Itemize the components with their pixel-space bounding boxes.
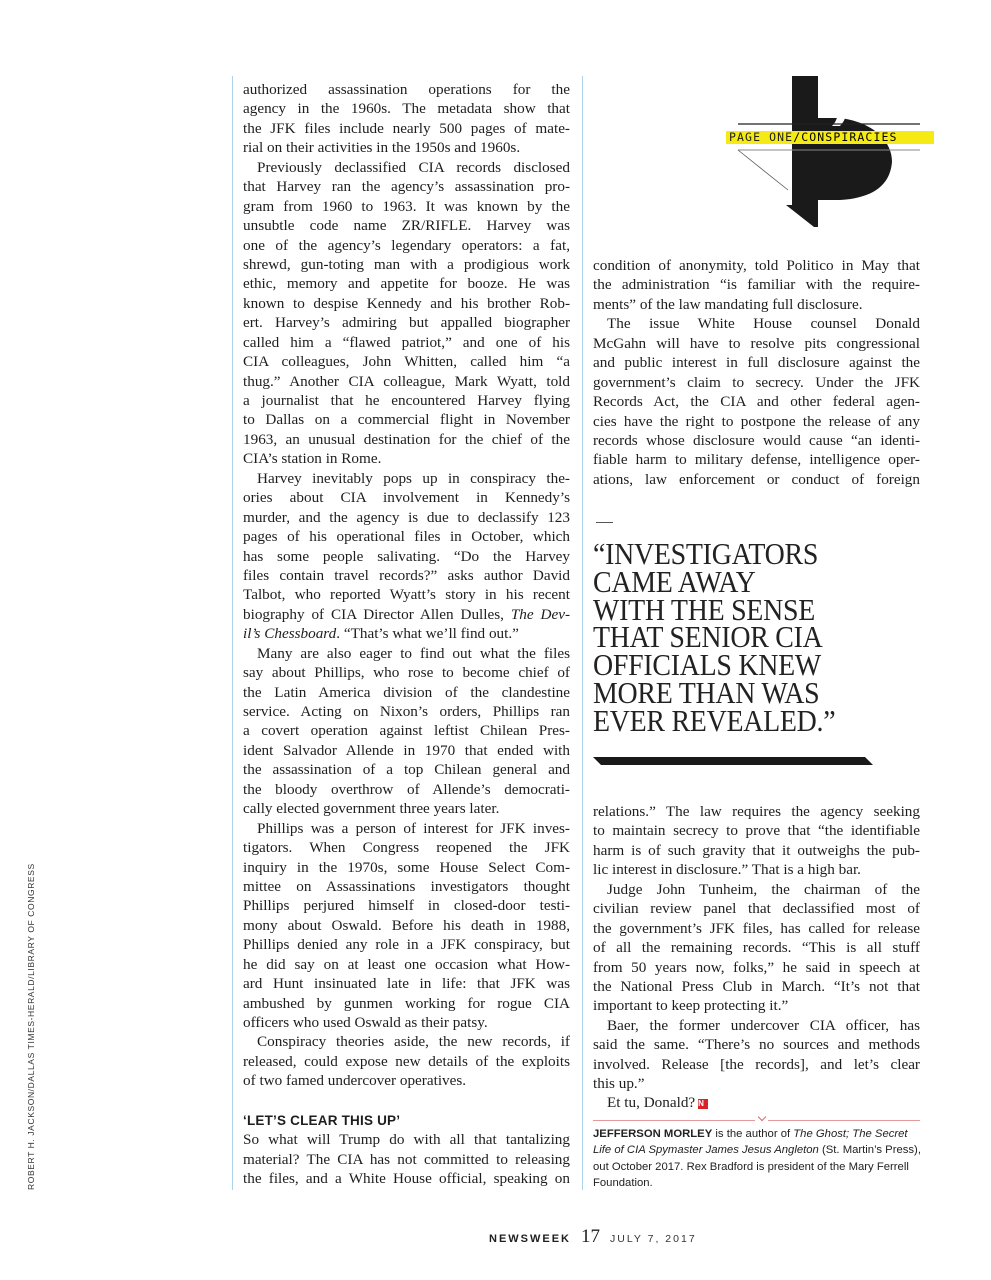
text-line: material? The CIA has not committed to releasing: [243, 1150, 570, 1168]
text-line: Phillips denied any role in a JFK conspiracy, but: [243, 936, 570, 954]
text-line: that Harvey ran the agency’s assassination pro-: [243, 178, 570, 196]
text-line: a covert operation against leftist Chilean Pres-: [243, 722, 570, 740]
text-line: cies have the right to postpone the release of any: [593, 412, 920, 430]
newsweek-end-mark-icon: N: [698, 1099, 708, 1109]
text-line: service. Acting on Nixon’s orders, Phillips ran: [243, 703, 570, 720]
author-bio: [593, 1126, 923, 1191]
text-line: the government’s JFK files, has called for release: [593, 919, 920, 937]
text-line: condition of anonymity, told Politico in May that: [593, 257, 920, 274]
pull-quote-bar: [593, 757, 873, 767]
text-line: Harvey inevitably pops up in conspiracy the-: [257, 469, 570, 487]
text-line: McGahn will have to resolve pits congressional: [593, 334, 920, 352]
text-line: Conspiracy theories aside, the new records, if: [257, 1033, 570, 1051]
text-line: one of the agency’s legendary operators: a fat,: [243, 236, 570, 254]
text-line: inquiry in the 1970s, some House Select Com-: [243, 858, 570, 876]
text-line: cally elected government three years later.: [243, 800, 500, 818]
italic-title: il’s Chessboard: [243, 625, 337, 643]
right-column-top: [593, 256, 920, 489]
text-line: ambushed by gunmen working for rogue CIA: [243, 994, 570, 1012]
section-label-separator: /: [793, 130, 802, 144]
page-number: 17: [581, 1226, 600, 1247]
pull-quote: [593, 536, 863, 738]
text-line: Judge John Tunheim, the chairman of the: [607, 880, 920, 898]
subhead: ‘LET’S CLEAR THIS UP’: [243, 1113, 401, 1128]
text-line: files contain travel records?” asks author David: [243, 566, 570, 584]
text-line: [243, 605, 570, 624]
right-column-bottom: [593, 802, 920, 1094]
text-line: ations, law enforcement or conduct of foreign: [593, 470, 920, 488]
text-line: ments” of the law mandating full disclosure.: [593, 295, 863, 313]
text-line: fiable harm to military defense, intelligence oper-: [593, 451, 920, 469]
text-line: officers who used Oswald as their patsy.: [243, 1014, 488, 1031]
pull-quote-line: CAME AWAY: [593, 563, 756, 599]
pull-quote-dash: [596, 522, 613, 523]
issue-date: JULY 7, 2017: [610, 1233, 697, 1245]
text-line: ard Hunt insinuated late in life: that JFK was: [243, 975, 570, 993]
section-label-page-one: PAGE ONE: [729, 130, 794, 144]
text-line: agency in the 1960s. The metadata show that: [243, 100, 570, 118]
text-line: relations.” The law requires the agency seeking: [593, 803, 920, 820]
closing: [593, 1093, 920, 1112]
pull-quote-line: “INVESTIGATORS: [593, 536, 819, 571]
text-line: ident Salvador Allende in 1970 that ended with: [243, 741, 570, 759]
text-line: released, could expose new details of the exploits: [243, 1052, 570, 1070]
text-line: this up.”: [593, 1075, 645, 1093]
text-line: say about Phillips, who rose to become chief of: [243, 664, 570, 682]
section-label-conspiracies: CONSPIRACIES: [801, 130, 898, 144]
text-line: important to keep protecting it.”: [593, 997, 789, 1015]
text-line: Talbot, who reported Wyatt’s story in his recent: [243, 586, 570, 604]
text-line: tigators. When Congress reopened the JFK: [243, 839, 570, 857]
text-line: civilian review panel that declassified most of: [593, 900, 920, 918]
text-line: Previously declassified CIA records disclosed: [257, 158, 570, 176]
text-line: the administration “is familiar with the require-: [593, 276, 920, 294]
text-line: CIA’s station in Rome.: [243, 450, 382, 468]
text-line: Phillips was a person of interest for JFK inves-: [257, 819, 570, 837]
text-line: the files, and a White House official, speaking on: [243, 1170, 570, 1188]
text-line: lic interest in disclosure.” That is a high bar.: [593, 861, 861, 879]
text-line: the JFK files include nearly 500 pages of mate-: [243, 119, 570, 137]
text-line: from 50 years now, folks,” he said in speech at: [593, 958, 920, 976]
text-line: of all the remaining records. “This is all stuff: [593, 939, 920, 957]
text-line: government’s claim to secrecy. Under the JFK: [593, 373, 920, 391]
text-line: Phillips perjured himself in closed-door testi-: [243, 897, 570, 915]
left-column: [243, 80, 570, 1091]
bio-text: is the author of: [712, 1128, 794, 1140]
photo-credit: ROBERT H. JACKSON/DALLAS TIMES-HERALD/LIBRARY OF CONGRESS: [26, 863, 36, 1190]
text-line: ethic, memory and appetite for booze. He was: [243, 275, 570, 293]
text-line: harm is of such gravity that it outweighs the pub-: [593, 841, 920, 859]
text-segment: . “That’s what we’ll find out.”: [336, 625, 519, 643]
text-line: shrewd, gun-toting man with a prodigious work: [243, 255, 570, 273]
text-line: and public interest in full disclosure against the: [593, 354, 920, 372]
pull-quote-line: EVER REVEALED.”: [593, 702, 836, 738]
left-column-subsection: [243, 1111, 570, 1189]
text-line: mittee on Assassinations investigators thought: [243, 877, 570, 895]
text-line: has some people salivating. “Do the Harvey: [243, 547, 570, 565]
author-name: JEFFERSON MORLEY: [593, 1128, 713, 1140]
text-line: rial on their activities in the 1950s and 1960s.: [243, 139, 521, 157]
column-rule-right: [582, 76, 583, 1190]
text-line: said the same. “There’s no sources and methods: [593, 1036, 920, 1054]
text-line: Baer, the former undercover CIA officer, has: [607, 1016, 920, 1034]
text-line: CIA colleagues, John Whitten, called him “a: [243, 353, 570, 371]
text-line: murder, and the agency is due to declassify 123: [243, 508, 570, 526]
book-title: The Ghost; The Secret Life of CIA Spymaster James Jesus Angleton: [593, 1128, 908, 1157]
text-line: mony about Oswald. Before his death in 1988,: [243, 916, 570, 934]
pull-quote-line: WITH THE SENSE: [593, 591, 815, 627]
text-line: a journalist that he encountered Harvey flying: [243, 392, 570, 409]
text-line: pages of his operational files in October, which: [243, 528, 570, 546]
magazine-name: NEWSWEEK: [489, 1233, 571, 1245]
text-line: he did say on at least one occasion what How-: [243, 955, 570, 973]
text-line: gram from 1960 to 1963. It was known by the: [243, 197, 570, 215]
italic-title: The Dev-: [510, 605, 571, 623]
text-line: records whose disclosure would cause “an identi-: [593, 431, 920, 449]
text-line: called him a “flawed patriot,” and one of his: [243, 333, 570, 351]
closing-text: Et tu, Donald?: [607, 1094, 696, 1111]
text-line: of two famed undercover operatives.: [243, 1072, 467, 1090]
text-line: authorized assassination operations for the: [243, 81, 570, 98]
pull-quote-line: OFFICIALS KNEW: [593, 647, 821, 683]
text-line: Records Act, the CIA and other federal agen-: [593, 393, 920, 411]
text-line: the bloody overthrow of Allende’s democrati-: [243, 780, 570, 798]
text-line: ert. Harvey’s admiring but appalled biographer: [243, 314, 570, 332]
text-line: the Latin America division of the clandestine: [243, 683, 570, 701]
text-line: to maintain secrecy to prove that “the identifiable: [593, 822, 920, 840]
column-rule-left: [232, 76, 233, 1190]
closing-line: [593, 1093, 920, 1112]
bio-text-2: (St. Martin’s Press), out October 2017. Rex Bradford is president of the Mary Ferrell Foundation.: [593, 1144, 921, 1189]
text-line: 1963, an unusual destination for the chief of the: [243, 430, 570, 448]
section-logo: [722, 70, 942, 230]
text-line: thug.” Another CIA colleague, Mark Wyatt, told: [243, 372, 570, 390]
chevron-down-icon: [758, 1113, 766, 1121]
bio-divider-left: [593, 1120, 755, 1121]
text-line: known to despise Kennedy and his brother Rob-: [243, 294, 570, 312]
text-line: The issue White House counsel Donald: [607, 315, 920, 333]
text-line: to Dallas on a commercial flight in November: [243, 411, 570, 429]
p-logo-icon: [722, 70, 942, 230]
text-line: the National Press Club in March. “It’s not that: [593, 977, 920, 995]
pull-quote-line: THAT SENIOR CIA: [593, 619, 823, 655]
text-line: So what will Trump do with all that tantalizing: [243, 1131, 570, 1149]
section-label: [729, 130, 898, 144]
bio-divider-right: [768, 1120, 920, 1121]
text-line: unsubtle code name ZR/RIFLE. Harvey was: [243, 217, 570, 235]
text-line: Many are also eager to find out what the files: [257, 644, 570, 662]
text-segment: biography of CIA Director Allen Dulles,: [243, 605, 511, 623]
text-line: [243, 624, 570, 643]
page-footer: [489, 1226, 697, 1248]
text-line: involved. Release [the records], and let’s clear: [593, 1055, 920, 1073]
text-line: the assassination of a top Chilean general and: [243, 761, 570, 779]
pull-quote-line: MORE THAN WAS: [593, 674, 820, 710]
text-line: ories about CIA involvement in Kennedy’s: [243, 489, 570, 507]
